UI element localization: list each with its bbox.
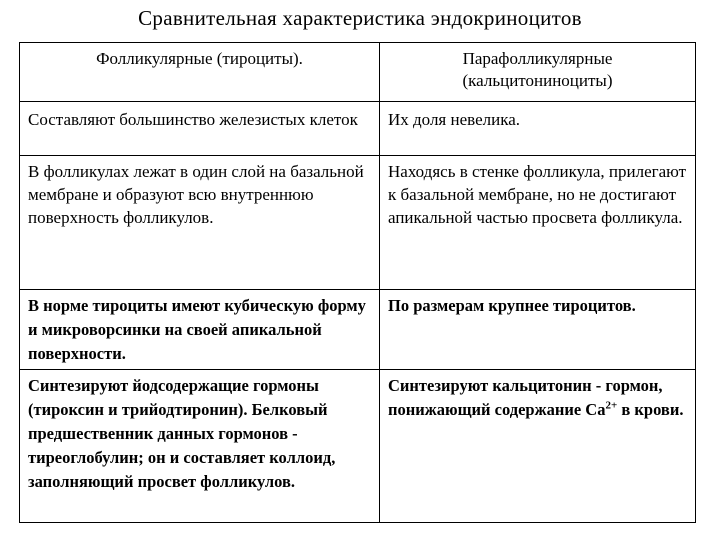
table-row xyxy=(20,370,696,523)
table-header-row xyxy=(20,43,696,102)
row3-parafollicular: По размерам крупнее тироцитов. xyxy=(380,290,696,370)
row3-follicular: В норме тироциты имеют кубическую форму и микроворсинки на своей апикальной поверхности. xyxy=(20,290,380,370)
table-row xyxy=(20,156,696,290)
row1-follicular: Составляют большинство железистых клеток xyxy=(20,102,380,156)
comparison-table xyxy=(19,42,696,523)
header-parafollicular-line1: Парафолликулярные xyxy=(462,49,613,68)
row4-follicular: Синтезируют йодсодержащие гормоны (тироксин и трийодтиронин). Белковый предшественник данных гормонов - тиреоглобулин; он и составляет коллоид, заполняющий просвет фолликулов. xyxy=(20,370,380,523)
calcium-charge: 2+ xyxy=(605,399,618,412)
row4-parafollicular-tail: в крови. xyxy=(617,400,684,419)
page-title: Сравнительная характеристика эндокриноцитов xyxy=(138,6,582,30)
row4-parafollicular xyxy=(380,370,696,523)
header-follicular: Фолликулярные (тироциты). xyxy=(20,43,380,102)
header-parafollicular xyxy=(380,43,696,102)
table-row xyxy=(20,290,696,370)
row2-parafollicular: Находясь в стенке фолликула, прилегают к базальной мембране, но не достигают апикальной частью просвета фолликула. xyxy=(380,156,696,290)
row4-parafollicular-text: Синтезируют кальцитонин - гормон, понижающий содержание Ca xyxy=(388,376,663,419)
header-parafollicular-line2: (кальцитониноциты) xyxy=(462,71,613,90)
row2-follicular: В фолликулах лежат в один слой на базальной мембране и образуют всю внутреннюю поверхность фолликулов. xyxy=(20,156,380,290)
row1-parafollicular: Их доля невелика. xyxy=(380,102,696,156)
table-row xyxy=(20,102,696,156)
